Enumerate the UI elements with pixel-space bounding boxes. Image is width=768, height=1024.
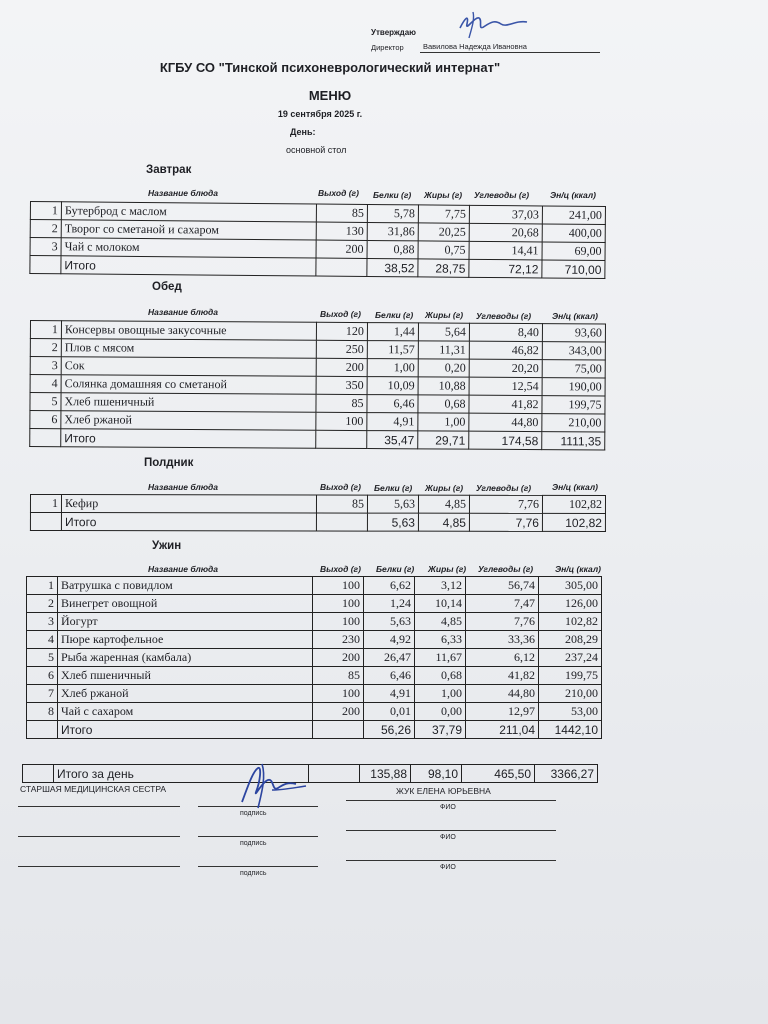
row-number: 4 xyxy=(27,631,58,649)
dish-name: Хлеб ржаной xyxy=(61,411,316,431)
dish-name: Хлеб пшеничный xyxy=(58,667,313,685)
dish-yield: 130 xyxy=(316,222,367,240)
document-title: МЕНЮ xyxy=(308,88,352,103)
row-number: 7 xyxy=(27,685,58,703)
dish-fat: 7,75 xyxy=(418,205,469,223)
blank-cell xyxy=(27,721,58,739)
dish-carbs: 20,20 xyxy=(469,359,542,377)
dish-fat: 0,68 xyxy=(418,395,469,413)
position-line xyxy=(18,806,180,807)
col-energy: Эн/ц (ккал) xyxy=(552,482,598,492)
dish-protein: 4,91 xyxy=(367,413,418,431)
name-line-3 xyxy=(346,860,556,861)
total-label: Итого xyxy=(61,513,316,531)
day-total-fat: 98,10 xyxy=(411,765,462,783)
col-yield: Выход (г) xyxy=(320,309,361,319)
dish-carbs: 33,36 xyxy=(466,631,539,649)
dish-fat: 6,33 xyxy=(415,631,466,649)
blank-cell xyxy=(316,513,367,531)
row-number: 1 xyxy=(27,577,58,595)
signer-name: ЖУК ЕЛЕНА ЮРЬЕВНА xyxy=(396,786,491,796)
dish-name: Плов с мясом xyxy=(61,339,316,359)
dish-protein: 6,46 xyxy=(364,667,415,685)
dish-protein: 0,01 xyxy=(364,703,415,721)
section-title-lunch: Обед xyxy=(152,281,182,293)
fio-label-2: ФИО xyxy=(440,834,456,841)
table-row xyxy=(27,685,602,703)
dish-energy: 102,82 xyxy=(542,495,605,513)
dish-name: Рыба жаренная (камбала) xyxy=(58,649,313,667)
dish-yield: 100 xyxy=(313,577,364,595)
row-number: 1 xyxy=(30,202,61,220)
day-value: основной стол xyxy=(286,145,347,155)
dish-carbs: 46,82 xyxy=(469,341,542,359)
total-fat: 28,75 xyxy=(418,259,469,277)
director-signature xyxy=(455,10,535,40)
dish-protein: 4,92 xyxy=(364,631,415,649)
fio-label: ФИО xyxy=(440,804,456,811)
section-title-breakfast: Завтрак xyxy=(146,164,192,176)
total-carbs: 72,12 xyxy=(469,259,542,278)
col-name: Название блюда xyxy=(148,188,219,198)
dish-carbs: 6,12 xyxy=(466,649,539,667)
row-number: 6 xyxy=(27,667,58,685)
dish-protein: 1,00 xyxy=(367,359,418,377)
dinner-table xyxy=(26,576,602,739)
dish-yield: 100 xyxy=(316,412,367,430)
fio-label-3: ФИО xyxy=(440,864,456,871)
dish-protein: 5,63 xyxy=(367,495,418,513)
total-fat: 4,85 xyxy=(418,513,469,531)
dish-energy: 199,75 xyxy=(542,396,605,414)
dish-carbs: 44,80 xyxy=(469,413,542,431)
dish-protein: 5,78 xyxy=(367,204,418,222)
total-row xyxy=(30,256,605,279)
col-name: Название блюда xyxy=(148,482,219,492)
dish-name: Ватрушка с повидлом xyxy=(58,577,313,595)
menu-date: 19 сентября 2025 г. xyxy=(277,109,363,119)
total-row xyxy=(30,429,605,451)
dish-name: Консервы овощные закусочные xyxy=(61,321,316,341)
dish-yield: 100 xyxy=(313,613,364,631)
blank-cell xyxy=(313,721,364,739)
dish-energy: 237,24 xyxy=(539,649,602,667)
dish-protein: 10,09 xyxy=(367,377,418,395)
dish-fat: 0,68 xyxy=(415,667,466,685)
lunch-table xyxy=(29,320,606,451)
dish-carbs: 14,41 xyxy=(469,241,542,260)
row-number: 4 xyxy=(30,375,61,393)
blank-cell xyxy=(30,513,61,531)
day-total-protein: 135,88 xyxy=(360,765,411,783)
signature-label-2: подпись xyxy=(240,840,267,847)
dish-carbs: 7,76 xyxy=(469,495,542,513)
dish-energy: 53,00 xyxy=(539,703,602,721)
dish-name: Чай с сахаром xyxy=(58,703,313,721)
signature-label: подпись xyxy=(240,810,267,817)
dish-protein: 26,47 xyxy=(364,649,415,667)
dish-energy: 126,00 xyxy=(539,595,602,613)
dish-energy: 305,00 xyxy=(539,577,602,595)
total-energy: 1111,35 xyxy=(542,432,605,450)
dish-fat: 4,85 xyxy=(415,613,466,631)
dish-carbs: 12,54 xyxy=(469,377,542,395)
col-fat: Жиры (г) xyxy=(424,190,463,200)
dish-fat: 20,25 xyxy=(418,223,469,241)
position-line-3 xyxy=(18,866,180,867)
dish-yield: 200 xyxy=(313,649,364,667)
position-line-2 xyxy=(18,836,180,837)
col-protein: Белки (г) xyxy=(373,190,412,200)
dish-yield: 85 xyxy=(316,394,367,412)
director-label: Директор xyxy=(371,43,404,52)
dish-protein: 6,62 xyxy=(364,577,415,595)
day-label: День: xyxy=(290,127,316,137)
dish-energy: 343,00 xyxy=(542,342,605,360)
dish-fat: 10,88 xyxy=(418,377,469,395)
table-row xyxy=(27,703,602,721)
dish-fat: 11,67 xyxy=(415,649,466,667)
dish-fat: 1,00 xyxy=(418,413,469,431)
dish-name: Хлеб пшеничный xyxy=(61,393,316,413)
dish-name: Винегрет овощной xyxy=(58,595,313,613)
dish-carbs: 7,47 xyxy=(466,595,539,613)
dish-yield: 200 xyxy=(313,703,364,721)
table-row xyxy=(30,495,605,514)
col-carbs: Углеводы (г) xyxy=(476,311,532,321)
dish-carbs: 20,68 xyxy=(469,223,542,242)
total-protein: 56,26 xyxy=(364,721,415,739)
total-label: Итого xyxy=(61,256,316,276)
dish-fat: 0,75 xyxy=(418,241,469,259)
col-carbs: Углеводы (г) xyxy=(476,483,532,493)
dish-name: Чай с молоком xyxy=(61,238,316,258)
dish-carbs: 8,40 xyxy=(469,323,542,341)
blank-cell xyxy=(30,256,61,274)
signature-label-3: подпись xyxy=(240,870,267,877)
row-number: 3 xyxy=(30,238,61,256)
dish-yield: 200 xyxy=(316,240,367,258)
dish-protein: 1,44 xyxy=(367,323,418,341)
total-row xyxy=(27,721,602,739)
dish-energy: 93,60 xyxy=(542,324,605,342)
row-number: 2 xyxy=(30,220,61,238)
table-row xyxy=(27,613,602,631)
dish-name: Кефир xyxy=(61,495,316,513)
dish-energy: 210,00 xyxy=(539,685,602,703)
blank-cell xyxy=(30,429,61,447)
total-label: Итого xyxy=(58,721,313,739)
dish-protein: 5,63 xyxy=(364,613,415,631)
dish-carbs: 41,82 xyxy=(466,667,539,685)
day-total-energy: 3366,27 xyxy=(535,765,598,783)
dish-protein: 31,86 xyxy=(367,222,418,240)
table-row xyxy=(27,649,602,667)
signer-position: СТАРШАЯ МЕДИЦИНСКАЯ СЕСТРА xyxy=(20,784,167,794)
dish-name: Пюре картофельное xyxy=(58,631,313,649)
row-number: 5 xyxy=(30,393,61,411)
dish-fat: 4,85 xyxy=(418,495,469,513)
organization-name: КГБУ СО "Тинской психоневрологический интернат" xyxy=(159,60,501,75)
col-name: Название блюда xyxy=(148,307,219,317)
dish-yield: 85 xyxy=(316,204,367,222)
dish-yield: 230 xyxy=(313,631,364,649)
dish-energy: 199,75 xyxy=(539,667,602,685)
dish-name: Бутерброд с маслом xyxy=(61,202,316,222)
dish-fat: 11,31 xyxy=(418,341,469,359)
dish-protein: 11,57 xyxy=(367,341,418,359)
row-number: 1 xyxy=(30,321,61,339)
blank-cell xyxy=(316,430,367,448)
col-protein: Белки (г) xyxy=(376,564,415,574)
director-name: Вавилова Надежда Ивановна xyxy=(423,42,527,51)
dish-carbs: 44,80 xyxy=(466,685,539,703)
dish-carbs: 37,03 xyxy=(469,205,542,224)
row-number: 8 xyxy=(27,703,58,721)
snack-table xyxy=(30,494,606,532)
col-fat: Жиры (г) xyxy=(425,310,464,320)
dish-fat: 5,64 xyxy=(418,323,469,341)
name-line-2 xyxy=(346,830,556,831)
table-row xyxy=(27,631,602,649)
director-line xyxy=(420,52,600,53)
nurse-signature xyxy=(232,762,312,812)
dish-energy: 190,00 xyxy=(542,378,605,396)
col-energy: Эн/ц (ккал) xyxy=(552,311,598,321)
breakfast-table xyxy=(29,201,606,279)
total-carbs: 7,76 xyxy=(469,513,542,531)
row-number: 5 xyxy=(27,649,58,667)
total-carbs: 211,04 xyxy=(466,721,539,739)
signature-line-2 xyxy=(198,836,318,837)
dish-fat: 10,14 xyxy=(415,595,466,613)
dish-protein: 0,88 xyxy=(367,240,418,258)
total-protein: 38,52 xyxy=(367,258,418,276)
row-number: 6 xyxy=(30,411,61,429)
name-line xyxy=(346,800,556,801)
dish-yield: 200 xyxy=(316,358,367,376)
day-total-carbs: 465,50 xyxy=(462,765,535,783)
dish-energy: 210,00 xyxy=(542,414,605,432)
col-energy: Эн/ц (ккал) xyxy=(555,564,601,574)
total-carbs: 174,58 xyxy=(469,431,542,449)
col-yield: Выход (г) xyxy=(318,188,359,198)
col-energy: Эн/ц (ккал) xyxy=(550,190,596,200)
total-energy: 710,00 xyxy=(542,260,605,279)
col-name: Название блюда xyxy=(148,564,219,574)
col-protein: Белки (г) xyxy=(374,483,413,493)
table-row xyxy=(27,667,602,685)
signature-line-3 xyxy=(198,866,318,867)
dish-yield: 85 xyxy=(316,495,367,513)
col-carbs: Углеводы (г) xyxy=(474,190,530,200)
col-yield: Выход (г) xyxy=(320,482,361,492)
dish-fat: 0,20 xyxy=(418,359,469,377)
table-row xyxy=(27,595,602,613)
dish-energy: 241,00 xyxy=(542,206,605,225)
dish-name: Солянка домашняя со сметаной xyxy=(61,375,316,395)
table-row xyxy=(27,577,602,595)
approval-label: Утверждаю xyxy=(371,28,416,37)
dish-fat: 0,00 xyxy=(415,703,466,721)
dish-carbs: 41,82 xyxy=(469,395,542,413)
col-yield: Выход (г) xyxy=(320,564,361,574)
blank-cell xyxy=(316,258,367,276)
dish-name: Творог со сметаной и сахаром xyxy=(61,220,316,240)
dish-fat: 1,00 xyxy=(415,685,466,703)
dish-name: Сок xyxy=(61,357,316,377)
row-number: 2 xyxy=(27,595,58,613)
row-number: 2 xyxy=(30,339,61,357)
dish-yield: 100 xyxy=(313,595,364,613)
section-title-snack: Полдник xyxy=(144,457,194,469)
total-fat: 29,71 xyxy=(418,431,469,449)
row-number: 1 xyxy=(30,495,61,513)
dish-yield: 350 xyxy=(316,376,367,394)
total-row xyxy=(30,513,605,532)
total-energy: 102,82 xyxy=(542,513,605,531)
dish-protein: 1,24 xyxy=(364,595,415,613)
dish-energy: 69,00 xyxy=(542,242,605,261)
col-fat: Жиры (г) xyxy=(425,483,464,493)
dish-fat: 3,12 xyxy=(415,577,466,595)
dish-energy: 208,29 xyxy=(539,631,602,649)
dish-energy: 102,82 xyxy=(539,613,602,631)
blank-cell xyxy=(23,765,54,783)
total-protein: 5,63 xyxy=(367,513,418,531)
dish-yield: 85 xyxy=(313,667,364,685)
dish-energy: 400,00 xyxy=(542,224,605,243)
col-fat: Жиры (г) xyxy=(428,564,467,574)
dish-protein: 6,46 xyxy=(367,395,418,413)
total-energy: 1442,10 xyxy=(539,721,602,739)
dish-energy: 75,00 xyxy=(542,360,605,378)
total-fat: 37,79 xyxy=(415,721,466,739)
day-total-label: Итого за день xyxy=(54,765,309,783)
dish-yield: 250 xyxy=(316,340,367,358)
dish-carbs: 12,97 xyxy=(466,703,539,721)
dish-yield: 100 xyxy=(313,685,364,703)
dish-name: Хлеб ржаной xyxy=(58,685,313,703)
total-protein: 35,47 xyxy=(367,431,418,449)
blank-cell xyxy=(309,765,360,783)
col-carbs: Углеводы (г) xyxy=(478,564,534,574)
col-protein: Белки (г) xyxy=(375,310,414,320)
dish-protein: 4,91 xyxy=(364,685,415,703)
section-title-dinner: Ужин xyxy=(152,540,182,552)
dish-carbs: 56,74 xyxy=(466,577,539,595)
dish-yield: 120 xyxy=(316,322,367,340)
row-number: 3 xyxy=(30,357,61,375)
dish-carbs: 7,76 xyxy=(466,613,539,631)
total-label: Итого xyxy=(61,429,316,449)
row-number: 3 xyxy=(27,613,58,631)
dish-name: Йогурт xyxy=(58,613,313,631)
